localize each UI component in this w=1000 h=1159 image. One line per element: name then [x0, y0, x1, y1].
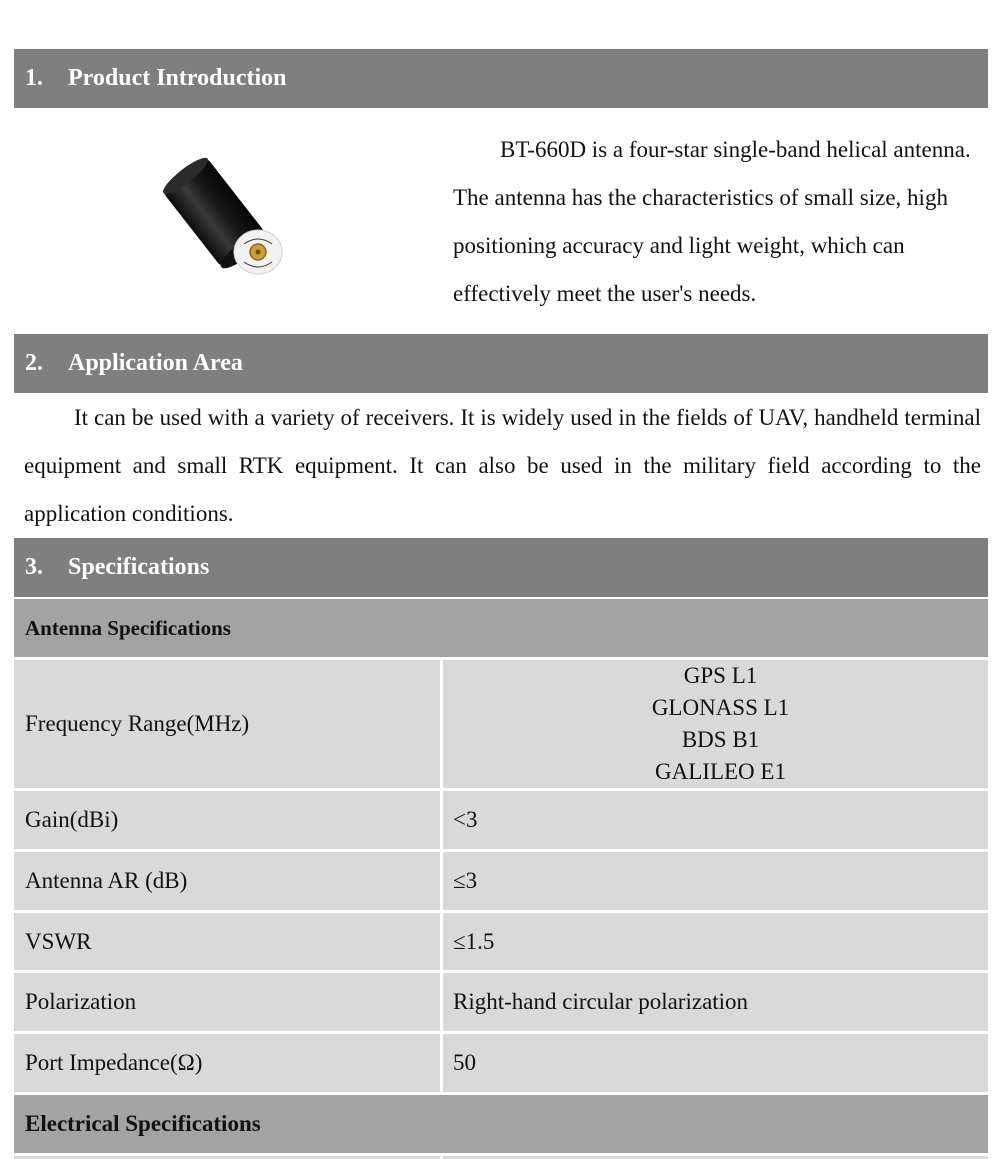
table-row-polarization	[14, 973, 988, 1031]
spec-label: Polarization	[14, 973, 440, 1031]
spec-label: Antenna AR (dB)	[14, 852, 440, 910]
section-number: 3.	[25, 554, 43, 580]
spec-value: <3	[443, 791, 988, 849]
antenna-specifications-header: Antenna Specifications	[14, 599, 988, 657]
application-paragraph: It can be used with a variety of receivers. It is widely used in the fields of UAV, handheld terminal equipment and small RTK equipment. It can also be used in the military field according to the application conditions.	[24, 405, 981, 526]
spec-value: GPS L1	[683, 663, 758, 688]
spec-value: GALILEO E1	[655, 759, 786, 784]
electrical-specifications-header: Electrical Specifications	[14, 1095, 988, 1153]
table-row-vswr	[14, 913, 988, 970]
intro-paragraph: BT-660D is a four-star single-band helical antenna. The antenna has the characteristics of small size, high positioning accuracy and light weight, which can effectively meet the user's needs.	[453, 137, 971, 306]
table-row-frequency-range	[14, 660, 988, 788]
spec-label: VSWR	[14, 913, 440, 970]
spec-value: Right-hand circular polarization	[443, 973, 988, 1031]
spec-label: Frequency Range(MHz)	[14, 660, 440, 788]
antenna-product-image	[140, 150, 300, 290]
section-title: Specifications	[68, 554, 210, 580]
spec-value: GLONASS L1	[651, 695, 790, 720]
section-title: Application Area	[68, 350, 243, 376]
spec-label: Gain(dBi)	[14, 791, 440, 849]
spec-value: ≤3	[443, 852, 988, 910]
section-header-application-area	[14, 334, 988, 393]
product-introduction-text	[453, 126, 983, 318]
section-number: 1.	[25, 65, 43, 91]
spec-value: BDS B1	[681, 727, 760, 752]
table-row-port-impedance	[14, 1034, 988, 1092]
table-row-gain	[14, 791, 988, 849]
spec-value: 50	[443, 1034, 988, 1092]
section-header-specifications	[14, 538, 988, 597]
spec-value: ≤1.5	[443, 913, 988, 970]
spec-value-list	[443, 660, 988, 788]
table-row-antenna-ar	[14, 852, 988, 910]
section-header-product-introduction	[14, 49, 988, 108]
application-area-text	[24, 394, 981, 538]
section-title: Product Introduction	[68, 65, 287, 91]
spec-label: Port Impedance(Ω)	[14, 1034, 440, 1092]
section-number: 2.	[25, 350, 43, 376]
